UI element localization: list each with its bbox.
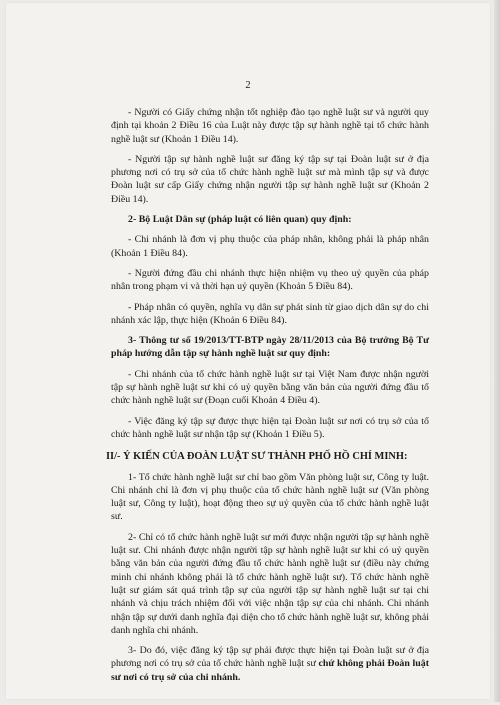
paragraph: 2- Chỉ có tổ chức hành nghề luật sư mới được nhận người tập sự hành nghề luật sư. Chi nhánh được nhận người tập sự hành nghề luật sư khi có uỷ quyền bằng văn bản của người đứng đầu tổ chức hành nghề luật sư (điều này chứng minh chi nhánh không phải là tổ chức hành nghề luật sư). Tổ chức hành nghề luật sư giám sát quá trình tập sự của người tập sự hành nghề luật sư tại chi nhánh và chịu trách nhiệm đối với việc nhận tập sự của chi nhánh. Chi nhánh nhận tập sự dưới danh nghĩa đại diện cho tổ chức hành nghề luật sư, không phải danh nghĩa chi nhánh.: [111, 531, 429, 636]
paragraph-text: 3- Do đó, việc đăng ký tập sự phải được thực hiện tại Đoàn luật sư ở địa phương nơi có trụ sở của tổ chức hành nghề luật sư: [111, 645, 429, 670]
paragraph: - Pháp nhân có quyền, nghĩa vụ dân sự phát sinh từ giao dịch dân sự do chi nhánh xác lập, thực hiện (Khoản 6 Điều 84).: [111, 301, 429, 326]
document-page: [6, 3, 490, 699]
page-number: 2: [245, 80, 251, 91]
paragraph: - Người đứng đầu chi nhánh thực hiện nhiệm vụ theo uỷ quyền của pháp nhân trong phạm vi và thời hạn uỷ quyền (Khoản 5 Điều 84).: [111, 267, 429, 293]
section-heading: 2- Bộ Luật Dân sự (pháp luật có liên quan) quy định:: [128, 214, 352, 226]
paragraph: 1- Tổ chức hành nghề luật sư chỉ bao gồm Văn phòng luật sư, Công ty luật. Chi nhánh chỉ là đơn vị phụ thuộc của tổ chức hành nghề luật sư (Văn phòng luật sư, Công ty luật), hoạt động theo sự uỷ quyền của tổ chức hành nghề luật sư.: [111, 471, 429, 523]
paragraph: [111, 644, 429, 684]
scan-edge: [494, 0, 500, 702]
paragraph: - Chi nhánh của tổ chức hành nghề luật sư tại Việt Nam được nhận người tập sự hành nghề luật sư khi có uỷ quyền bằng văn bản của người đứng đầu tổ chức hành nghề luật sư (Đoạn cuối Khoản 4 Điều 4).: [111, 368, 429, 407]
paragraph: - Người có Giấy chứng nhận tốt nghiệp đào tạo nghề luật sư và người quy định tại khoản 2 Điều 16 của Luật này được tập sự hành nghề tại tổ chức hành nghề luật sư (Khoản 1 Điều 14).: [111, 107, 429, 145]
paragraph: - Người tập sự hành nghề luật sư đăng ký tập sự tại Đoàn luật sư ở địa phương nơi có trụ sở của tổ chức hành nghề luật sư mà mình tập sự và được Đoàn luật sư cấp Giấy chứng nhận người tập sự hành nghề luật sư (Khoản 2 Điều 14).: [111, 153, 429, 205]
section-heading: II/- Ý KIẾN CỦA ĐOÀN LUẬT SƯ THÀNH PHỐ HỒ CHÍ MINH:: [106, 451, 408, 463]
document-body: [106, 106, 429, 691]
paragraph: - Chi nhánh là đơn vị phụ thuộc của pháp nhân, không phải là pháp nhân (Khoản 1 Điều 84).: [111, 234, 429, 259]
section-heading: 3- Thông tư số 19/2013/TT-BTP ngày 28/11/2013 của Bộ trưởng Bộ Tư pháp hướng dẫn tập sự hành nghề luật sư quy định:: [111, 335, 429, 360]
paragraph: - Việc đăng ký tập sự được thực hiện tại Đoàn luật sư nơi có trụ sở của tổ chức hành nghề luật sư nhận tập sự (Khoản 1 Điều 5).: [111, 415, 429, 440]
emphasis-text: chứ không phải Đoàn luật sư nơi có trụ sở của chi nhánh.: [111, 658, 429, 683]
